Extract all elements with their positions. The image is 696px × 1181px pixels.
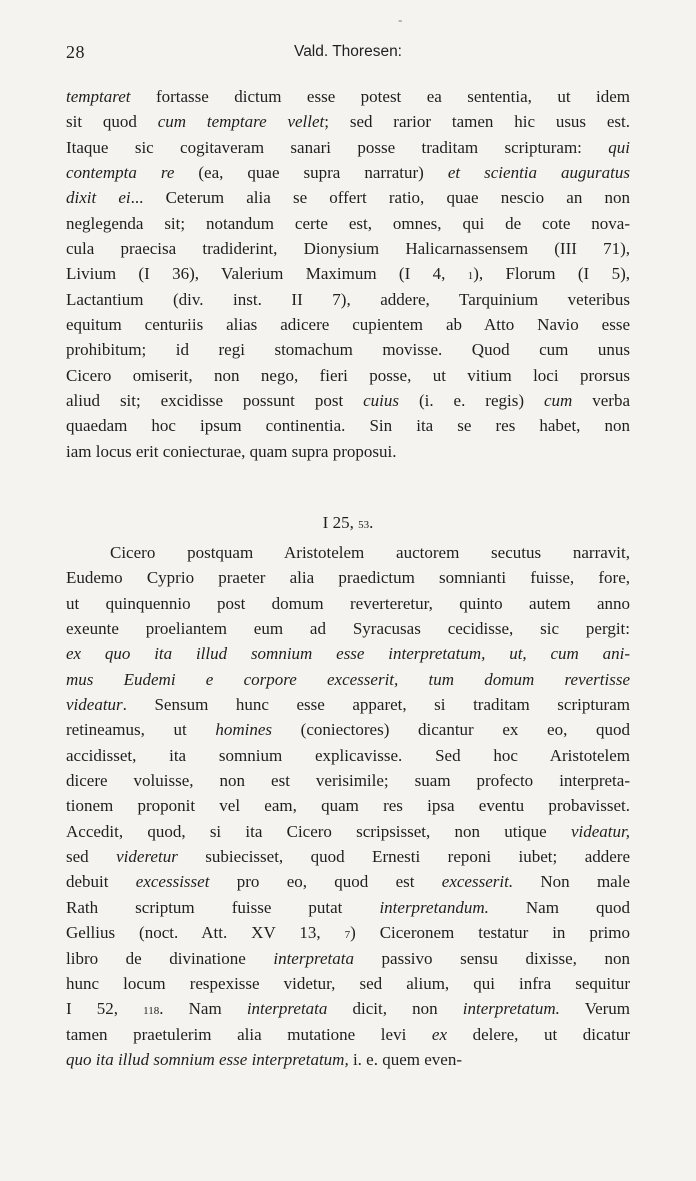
text-run: Rath scriptum fuisse putat bbox=[66, 897, 380, 917]
italic-text: qui bbox=[608, 137, 630, 157]
text-run: . bbox=[369, 513, 374, 532]
text-line bbox=[66, 996, 630, 1021]
text-run: equitum centuriis alias adicere cupientem ab Atto Navio esse bbox=[66, 315, 630, 335]
text-run: Itaque sic cogitaveram sanari posse traditam scripturam: bbox=[66, 137, 609, 157]
text-run: Verum bbox=[559, 999, 631, 1019]
text-run: I 25, bbox=[322, 513, 359, 532]
text-line bbox=[66, 510, 630, 535]
text-run: . Nam bbox=[159, 999, 247, 1019]
text-run: sit quod bbox=[66, 112, 158, 132]
text-line bbox=[66, 413, 630, 438]
italic-text: ex bbox=[431, 1024, 447, 1044]
italic-text: et scientia auguratus bbox=[447, 163, 630, 183]
italic-text: temptaret bbox=[66, 87, 131, 106]
text-run: passivo sensu dixisse, non bbox=[353, 948, 630, 968]
text-line bbox=[66, 135, 630, 160]
text-line bbox=[66, 388, 630, 413]
text-run: (coniectores) dicantur ex eo, quod bbox=[272, 720, 630, 740]
page-number: 28 bbox=[66, 42, 85, 62]
text-line bbox=[66, 743, 630, 768]
italic-text: dixit ei bbox=[66, 188, 131, 208]
text-run: fortasse dictum esse potest ea sententia, ut idem bbox=[130, 87, 630, 106]
text-line bbox=[66, 1047, 630, 1072]
text-line bbox=[66, 844, 630, 869]
text-run: (i. e. regis) bbox=[399, 391, 544, 411]
text-line bbox=[66, 920, 630, 945]
text-line bbox=[66, 591, 630, 616]
text-run: aliud sit; excidisse possunt post bbox=[66, 391, 364, 411]
paragraph-2 bbox=[66, 540, 630, 1072]
text-run: Cicero omiserit, non nego, fieri posse, ut vitium loci prorsus bbox=[66, 365, 630, 385]
text-line bbox=[66, 667, 630, 692]
text-run: quaedam hoc ipsum continentia. Sin ita se res habet, non bbox=[66, 416, 630, 436]
italic-text: mus Eudemi e corpore excesserit, tum domum revertisse bbox=[66, 669, 630, 689]
text-run: iam locus erit coniecturae, quam supra proposui. bbox=[66, 441, 397, 461]
text-run: dicere voluisse, non est verisimile; suam profecto interpreta- bbox=[66, 771, 630, 791]
text-run: delere, ut dicatur bbox=[447, 1024, 630, 1044]
text-run: verba bbox=[572, 391, 630, 411]
text-run: tamen praetulerim alia mutatione levi bbox=[66, 1024, 432, 1044]
text-run: (ea, quae supra narratur) bbox=[174, 163, 448, 183]
text-run: retineamus, ut bbox=[66, 720, 216, 740]
italic-text: homines bbox=[215, 720, 273, 740]
italic-text: cum temptare vellet bbox=[157, 112, 325, 132]
text-line bbox=[66, 971, 630, 996]
text-run: Livium (I 36), Valerium Maximum (I 4, bbox=[66, 264, 468, 284]
text-line bbox=[66, 946, 630, 971]
text-line bbox=[66, 211, 630, 236]
text-run: cula praecisa tradiderint, Dionysium Halicarnassensem (III 71), bbox=[66, 239, 630, 259]
line-number-ref: 7 bbox=[344, 929, 351, 942]
section-heading bbox=[66, 510, 630, 535]
text-run: hunc locum respexisse videtur, sed alium, qui infra sequitur bbox=[66, 973, 630, 993]
text-run: . Sensum hunc esse apparet, si traditam scripturam bbox=[122, 695, 630, 715]
page-header bbox=[66, 42, 630, 68]
text-run: ) Ciceronem testatur in primo bbox=[350, 923, 630, 943]
italic-text: videatur bbox=[66, 695, 123, 715]
top-mark: - bbox=[398, 12, 403, 27]
text-line bbox=[66, 869, 630, 894]
text-run: Non male bbox=[513, 872, 630, 892]
line-number-ref: 53 bbox=[358, 519, 370, 531]
text-run: Eudemo Cyprio praeter alia praedictum somnianti fuisse, fore, bbox=[66, 568, 630, 588]
text-run: Cicero postquam Aristotelem auctorem secutus narravit, bbox=[110, 543, 630, 562]
text-run: exeunte proeliantem eum ad Syracusas cecidisse, sic pergit: bbox=[66, 619, 630, 639]
text-line bbox=[66, 185, 630, 210]
line-number-ref: 118 bbox=[143, 1005, 160, 1018]
italic-text: cum bbox=[543, 391, 573, 411]
text-line bbox=[66, 160, 630, 185]
running-head: Vald. Thoresen: bbox=[294, 43, 402, 60]
text-line bbox=[66, 109, 630, 134]
italic-text: videretur bbox=[116, 847, 178, 867]
text-run: prohibitum; id regi stomachum movisse. Quod cum unus bbox=[66, 340, 630, 360]
italic-text: interpretandum. bbox=[379, 897, 489, 917]
paragraph-1 bbox=[66, 84, 630, 464]
italic-text: ex quo ita illud somnium esse interpretatum, ut, cum ani- bbox=[66, 644, 630, 664]
italic-text: excessisset bbox=[135, 872, 210, 892]
text-line bbox=[66, 895, 630, 920]
italic-text: quo ita illud somnium esse interpretatum, bbox=[66, 1049, 349, 1069]
italic-text: videatur, bbox=[570, 821, 630, 841]
line-number-ref: 1 bbox=[467, 270, 474, 283]
text-run: libro de divinatione bbox=[66, 948, 274, 968]
text-run: ), Florum (I 5), bbox=[473, 264, 630, 284]
text-run: ut quinquennio post domum reverteretur, quinto autem anno bbox=[66, 593, 630, 613]
text-run: ; sed rarior tamen hic usus est. bbox=[324, 112, 631, 132]
text-line bbox=[66, 84, 630, 109]
text-line bbox=[66, 641, 630, 666]
text-run: debuit bbox=[66, 872, 136, 892]
text-line bbox=[66, 565, 630, 590]
italic-text: interpretatum. bbox=[462, 999, 560, 1019]
text-run: tionem proponit vel eam, quam res ipsa eventu probavisset. bbox=[66, 796, 630, 816]
text-line bbox=[66, 337, 630, 362]
text-run: Nam quod bbox=[488, 897, 630, 917]
text-line bbox=[66, 819, 630, 844]
text-line bbox=[66, 439, 630, 464]
text-run: i. e. quem even- bbox=[348, 1049, 462, 1069]
text-run: Accedit, quod, si ita Cicero scripsisset, non utique bbox=[66, 821, 571, 841]
text-run: Gellius (noct. Att. XV 13, bbox=[66, 923, 345, 943]
text-run: subiecisset, quod Ernesti reponi iubet; addere bbox=[177, 847, 631, 867]
text-run: I 52, bbox=[66, 999, 144, 1019]
text-line bbox=[66, 540, 630, 565]
text-run: sed bbox=[66, 847, 117, 867]
italic-text: contempta re bbox=[66, 163, 175, 183]
text-line bbox=[66, 793, 630, 818]
text-line bbox=[66, 692, 630, 717]
text-line bbox=[66, 616, 630, 641]
italic-text: cuius bbox=[363, 391, 400, 411]
italic-text: interpretata bbox=[273, 948, 354, 968]
text-line bbox=[66, 768, 630, 793]
text-line bbox=[66, 1022, 630, 1047]
italic-text: excesserit. bbox=[441, 872, 514, 892]
text-line bbox=[66, 717, 630, 742]
text-run: ... Ceterum alia se offert ratio, quae nescio an non bbox=[130, 188, 631, 208]
text-line bbox=[66, 236, 630, 261]
text-line bbox=[66, 363, 630, 388]
text-run: Lactantium (div. inst. II 7), addere, Tarquinium veteribus bbox=[66, 289, 630, 309]
text-line bbox=[66, 312, 630, 337]
text-run: accidisset, ita somnium explicavisse. Sed hoc Aristotelem bbox=[66, 745, 630, 765]
text-run: pro eo, quod est bbox=[209, 872, 442, 892]
text-line bbox=[66, 261, 630, 286]
text-line bbox=[66, 287, 630, 312]
text-run: dicit, non bbox=[327, 999, 463, 1019]
italic-text: interpretata bbox=[246, 999, 328, 1019]
text-run: neglegenda sit; notandum certe est, omnes, qui de cote nova- bbox=[66, 213, 630, 233]
